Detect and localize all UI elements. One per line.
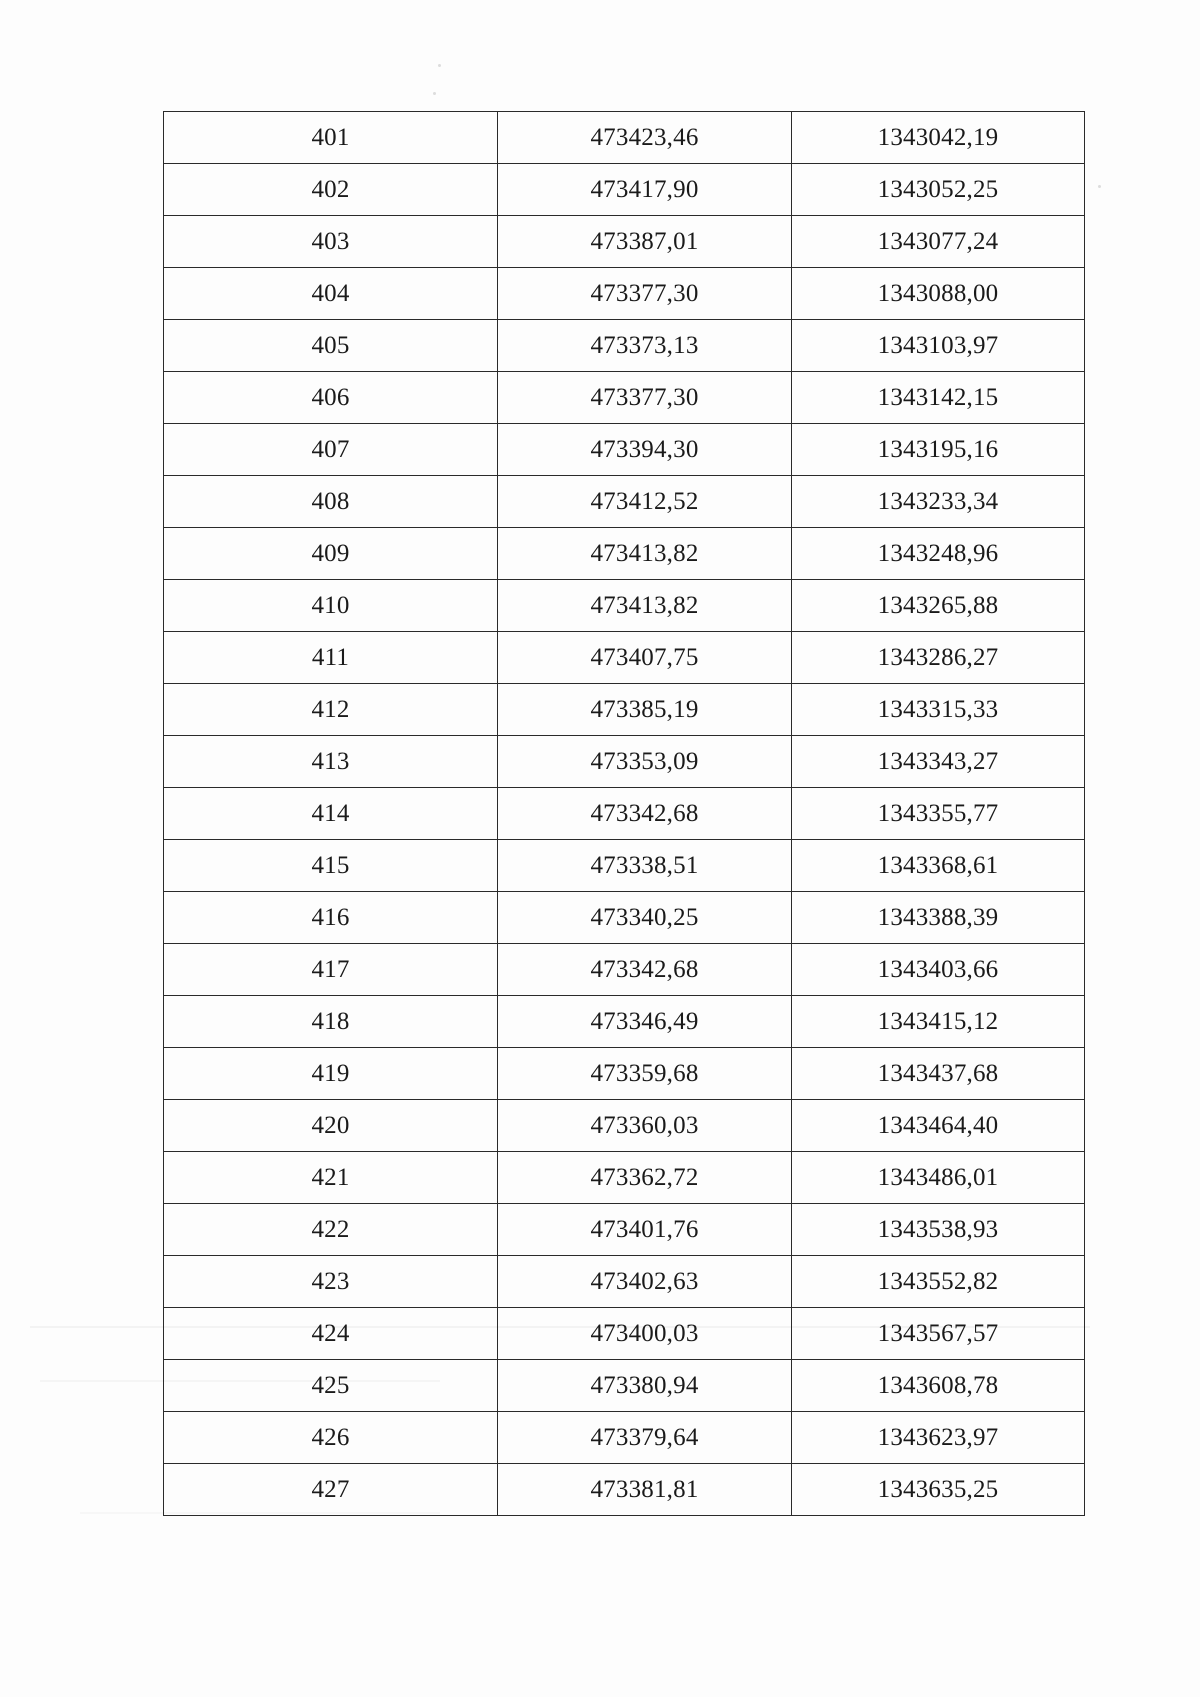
point-number-cell: 424 [164,1308,498,1360]
x-coordinate-cell: 473379,64 [498,1412,792,1464]
y-coordinate-cell: 1343077,24 [792,216,1085,268]
table-row [164,944,1085,996]
point-number-cell: 415 [164,840,498,892]
point-number-cell: 401 [164,112,498,164]
y-coordinate-cell: 1343142,15 [792,372,1085,424]
y-coordinate-cell: 1343623,97 [792,1412,1085,1464]
x-coordinate-cell: 473413,82 [498,580,792,632]
table-row [164,320,1085,372]
y-coordinate-cell: 1343088,00 [792,268,1085,320]
table-row [164,736,1085,788]
table-row [164,528,1085,580]
y-coordinate-cell: 1343343,27 [792,736,1085,788]
x-coordinate-cell: 473412,52 [498,476,792,528]
table-row [164,1360,1085,1412]
table-row [164,476,1085,528]
x-coordinate-cell: 473401,76 [498,1204,792,1256]
point-number-cell: 417 [164,944,498,996]
point-number-cell: 422 [164,1204,498,1256]
coordinates-table [163,111,1085,1516]
table-row [164,996,1085,1048]
y-coordinate-cell: 1343286,27 [792,632,1085,684]
table-row [164,840,1085,892]
x-coordinate-cell: 473353,09 [498,736,792,788]
point-number-cell: 416 [164,892,498,944]
point-number-cell: 407 [164,424,498,476]
coordinates-table-body [164,112,1085,1516]
table-row [164,1464,1085,1516]
y-coordinate-cell: 1343608,78 [792,1360,1085,1412]
x-coordinate-cell: 473340,25 [498,892,792,944]
point-number-cell: 405 [164,320,498,372]
y-coordinate-cell: 1343355,77 [792,788,1085,840]
x-coordinate-cell: 473342,68 [498,788,792,840]
y-coordinate-cell: 1343233,34 [792,476,1085,528]
point-number-cell: 411 [164,632,498,684]
y-coordinate-cell: 1343052,25 [792,164,1085,216]
point-number-cell: 408 [164,476,498,528]
point-number-cell: 425 [164,1360,498,1412]
point-number-cell: 426 [164,1412,498,1464]
table-row [164,112,1085,164]
y-coordinate-cell: 1343042,19 [792,112,1085,164]
x-coordinate-cell: 473359,68 [498,1048,792,1100]
x-coordinate-cell: 473381,81 [498,1464,792,1516]
x-coordinate-cell: 473380,94 [498,1360,792,1412]
table-row [164,1100,1085,1152]
y-coordinate-cell: 1343415,12 [792,996,1085,1048]
table-row [164,372,1085,424]
point-number-cell: 403 [164,216,498,268]
x-coordinate-cell: 473385,19 [498,684,792,736]
table-row [164,1152,1085,1204]
point-number-cell: 413 [164,736,498,788]
table-row [164,892,1085,944]
x-coordinate-cell: 473377,30 [498,372,792,424]
table-row [164,1256,1085,1308]
point-number-cell: 409 [164,528,498,580]
table-row [164,788,1085,840]
x-coordinate-cell: 473360,03 [498,1100,792,1152]
x-coordinate-cell: 473342,68 [498,944,792,996]
y-coordinate-cell: 1343464,40 [792,1100,1085,1152]
table-row [164,164,1085,216]
y-coordinate-cell: 1343368,61 [792,840,1085,892]
point-number-cell: 402 [164,164,498,216]
x-coordinate-cell: 473362,72 [498,1152,792,1204]
x-coordinate-cell: 473377,30 [498,268,792,320]
point-number-cell: 427 [164,1464,498,1516]
x-coordinate-cell: 473387,01 [498,216,792,268]
y-coordinate-cell: 1343538,93 [792,1204,1085,1256]
table-row [164,1412,1085,1464]
table-row [164,268,1085,320]
y-coordinate-cell: 1343567,57 [792,1308,1085,1360]
y-coordinate-cell: 1343552,82 [792,1256,1085,1308]
point-number-cell: 404 [164,268,498,320]
scan-speck [438,64,441,67]
x-coordinate-cell: 473373,13 [498,320,792,372]
table-row [164,424,1085,476]
x-coordinate-cell: 473423,46 [498,112,792,164]
point-number-cell: 414 [164,788,498,840]
y-coordinate-cell: 1343195,16 [792,424,1085,476]
table-row [164,1204,1085,1256]
y-coordinate-cell: 1343388,39 [792,892,1085,944]
scan-speck [433,92,436,95]
point-number-cell: 410 [164,580,498,632]
table-row [164,632,1085,684]
x-coordinate-cell: 473417,90 [498,164,792,216]
table-row [164,216,1085,268]
x-coordinate-cell: 473346,49 [498,996,792,1048]
x-coordinate-cell: 473394,30 [498,424,792,476]
table-row [164,1308,1085,1360]
scan-speck [1098,185,1101,188]
y-coordinate-cell: 1343486,01 [792,1152,1085,1204]
point-number-cell: 412 [164,684,498,736]
table-row [164,684,1085,736]
x-coordinate-cell: 473402,63 [498,1256,792,1308]
point-number-cell: 418 [164,996,498,1048]
x-coordinate-cell: 473413,82 [498,528,792,580]
x-coordinate-cell: 473400,03 [498,1308,792,1360]
y-coordinate-cell: 1343265,88 [792,580,1085,632]
point-number-cell: 419 [164,1048,498,1100]
table-row [164,580,1085,632]
point-number-cell: 406 [164,372,498,424]
y-coordinate-cell: 1343437,68 [792,1048,1085,1100]
y-coordinate-cell: 1343635,25 [792,1464,1085,1516]
point-number-cell: 420 [164,1100,498,1152]
y-coordinate-cell: 1343403,66 [792,944,1085,996]
x-coordinate-cell: 473338,51 [498,840,792,892]
y-coordinate-cell: 1343248,96 [792,528,1085,580]
point-number-cell: 421 [164,1152,498,1204]
point-number-cell: 423 [164,1256,498,1308]
table-row [164,1048,1085,1100]
x-coordinate-cell: 473407,75 [498,632,792,684]
y-coordinate-cell: 1343315,33 [792,684,1085,736]
y-coordinate-cell: 1343103,97 [792,320,1085,372]
